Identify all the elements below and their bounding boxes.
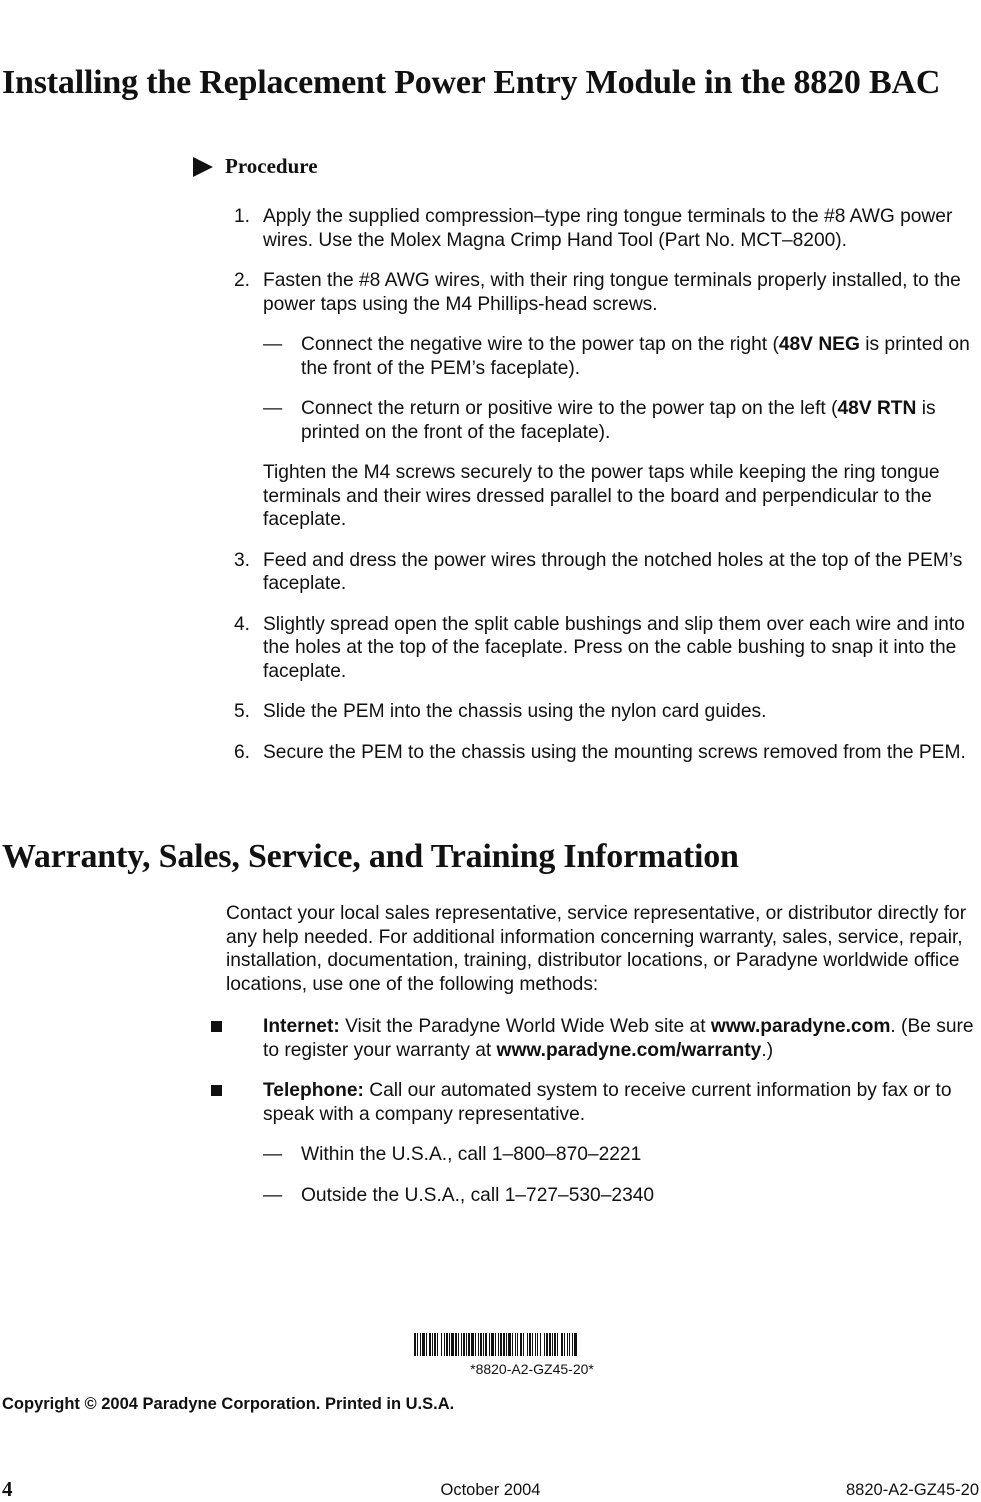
step-4: [226, 613, 981, 684]
dash-marker: —: [263, 1144, 283, 1165]
internet-text-2: . (Be sure to register your warranty at: [263, 1016, 974, 1061]
step-number: 1.: [234, 206, 251, 227]
barcode-bar: [577, 1333, 578, 1356]
step-text: Feed and dress the power wires through the notched holes at the top of the PEM’s faceplate.: [263, 549, 963, 594]
step-number: 5.: [234, 701, 251, 722]
telephone-text: Call our automated system to receive current information by fax or to speak with a company representative.: [263, 1080, 952, 1125]
bullet-telephone: [208, 1079, 981, 1207]
warranty-url[interactable]: www.paradyne.com/warranty: [496, 1039, 762, 1061]
internet-text-1: Visit the Paradyne World Wide Web site at: [339, 1016, 711, 1037]
dash-marker: —: [263, 1184, 283, 1206]
bullet-internet: [208, 1015, 981, 1062]
procedure-label: [193, 154, 318, 179]
paradyne-url[interactable]: www.paradyne.com: [710, 1016, 891, 1037]
internet-label: Internet:: [263, 1016, 340, 1037]
substep-text-before: Connect the return or positive wire to the power tap on the left (: [301, 398, 838, 419]
page-number: 4: [2, 1477, 13, 1501]
dash-marker: —: [263, 334, 283, 355]
telephone-numbers: [263, 1143, 981, 1207]
substep-negative-wire: [263, 333, 981, 380]
step-2-substeps: [263, 333, 981, 444]
substep-return-wire: [263, 397, 981, 444]
step-text: Secure the PEM to the chassis using the mounting screws removed from the PEM.: [263, 741, 966, 763]
step-number: 2.: [234, 270, 251, 291]
section-heading-warranty: Warranty, Sales, Service, and Training Information: [2, 838, 739, 875]
internet-text-3: .): [761, 1039, 774, 1061]
substep-text-before: Connect the negative wire to the power tap on the right (: [301, 334, 779, 355]
section-heading-installing: Installing the Replacement Power Entry Module in the 8820 BAC: [2, 64, 941, 101]
telephone-label: Telephone:: [263, 1080, 364, 1101]
copyright-notice: Copyright © 2004 Paradyne Corporation. Printed in U.S.A.: [2, 1395, 455, 1413]
step-3: [226, 549, 981, 596]
footer-date: October 2004: [440, 1481, 541, 1499]
arrow-icon: [193, 157, 213, 177]
step-text: Fasten the #8 AWG wires, with their ring tongue terminals properly installed, to the power taps using the M4 Phillips-head screws.: [263, 270, 961, 315]
procedure-label-text: Procedure: [225, 154, 318, 178]
dash-marker: —: [263, 398, 283, 419]
step-1: [226, 205, 981, 252]
step-number: 4.: [234, 613, 251, 635]
step-6: [226, 741, 981, 765]
square-bullet-icon: [211, 1085, 222, 1096]
label-48v-rtn: 48V RTN: [837, 398, 917, 419]
phone-outside-text: Outside the U.S.A., call 1–727–530–2340: [301, 1184, 655, 1206]
phone-within-text: Within the U.S.A., call 1–800–870–2221: [301, 1144, 642, 1165]
step-2-note: Tighten the M4 screws securely to the power taps while keeping the ring tongue terminals and their wires dressed parallel to the board and perpendicular to the faceplate.: [263, 462, 940, 530]
step-2: [226, 269, 981, 532]
substep-text-after: is printed on the front of the PEM’s faceplate).: [301, 334, 970, 379]
step-number: 6.: [234, 741, 251, 763]
phone-outside-usa: [263, 1184, 981, 1208]
barcode-caption: *8820-A2-GZ45-20*: [470, 1361, 594, 1377]
step-text: Slide the PEM into the chassis using the nylon card guides.: [263, 701, 767, 722]
procedure-steps: [226, 205, 981, 781]
contact-intro: Contact your local sales representative, service representative, or distributor directly for any help needed. For additional information concerning warranty, sales, service, repair, installation, documentation, training, distributor locations, or Paradyne worldwide office locations, use one of the following methods:: [226, 903, 967, 995]
step-text: Apply the supplied compression–type ring tongue terminals to the #8 AWG power wires. Use the Molex Magna Crimp Hand Tool (Part No. MCT–8200).: [263, 206, 953, 251]
substep-text-after: is printed on the front of the faceplate).: [301, 398, 936, 443]
label-48v-neg: 48V NEG: [778, 334, 860, 355]
step-text: Slightly spread open the split cable bushings and slip them over each wire and into the holes at the top of the faceplate. Press on the cable bushing to snap it into the faceplate.: [263, 613, 965, 682]
step-number: 3.: [234, 549, 251, 571]
step-5: [226, 700, 981, 724]
barcode-graphic: [414, 1333, 650, 1356]
square-bullet-icon: [211, 1021, 222, 1032]
document-number: 8820-A2-GZ45-20: [846, 1481, 979, 1499]
contact-methods: [208, 1015, 981, 1224]
phone-within-usa: [263, 1143, 981, 1167]
